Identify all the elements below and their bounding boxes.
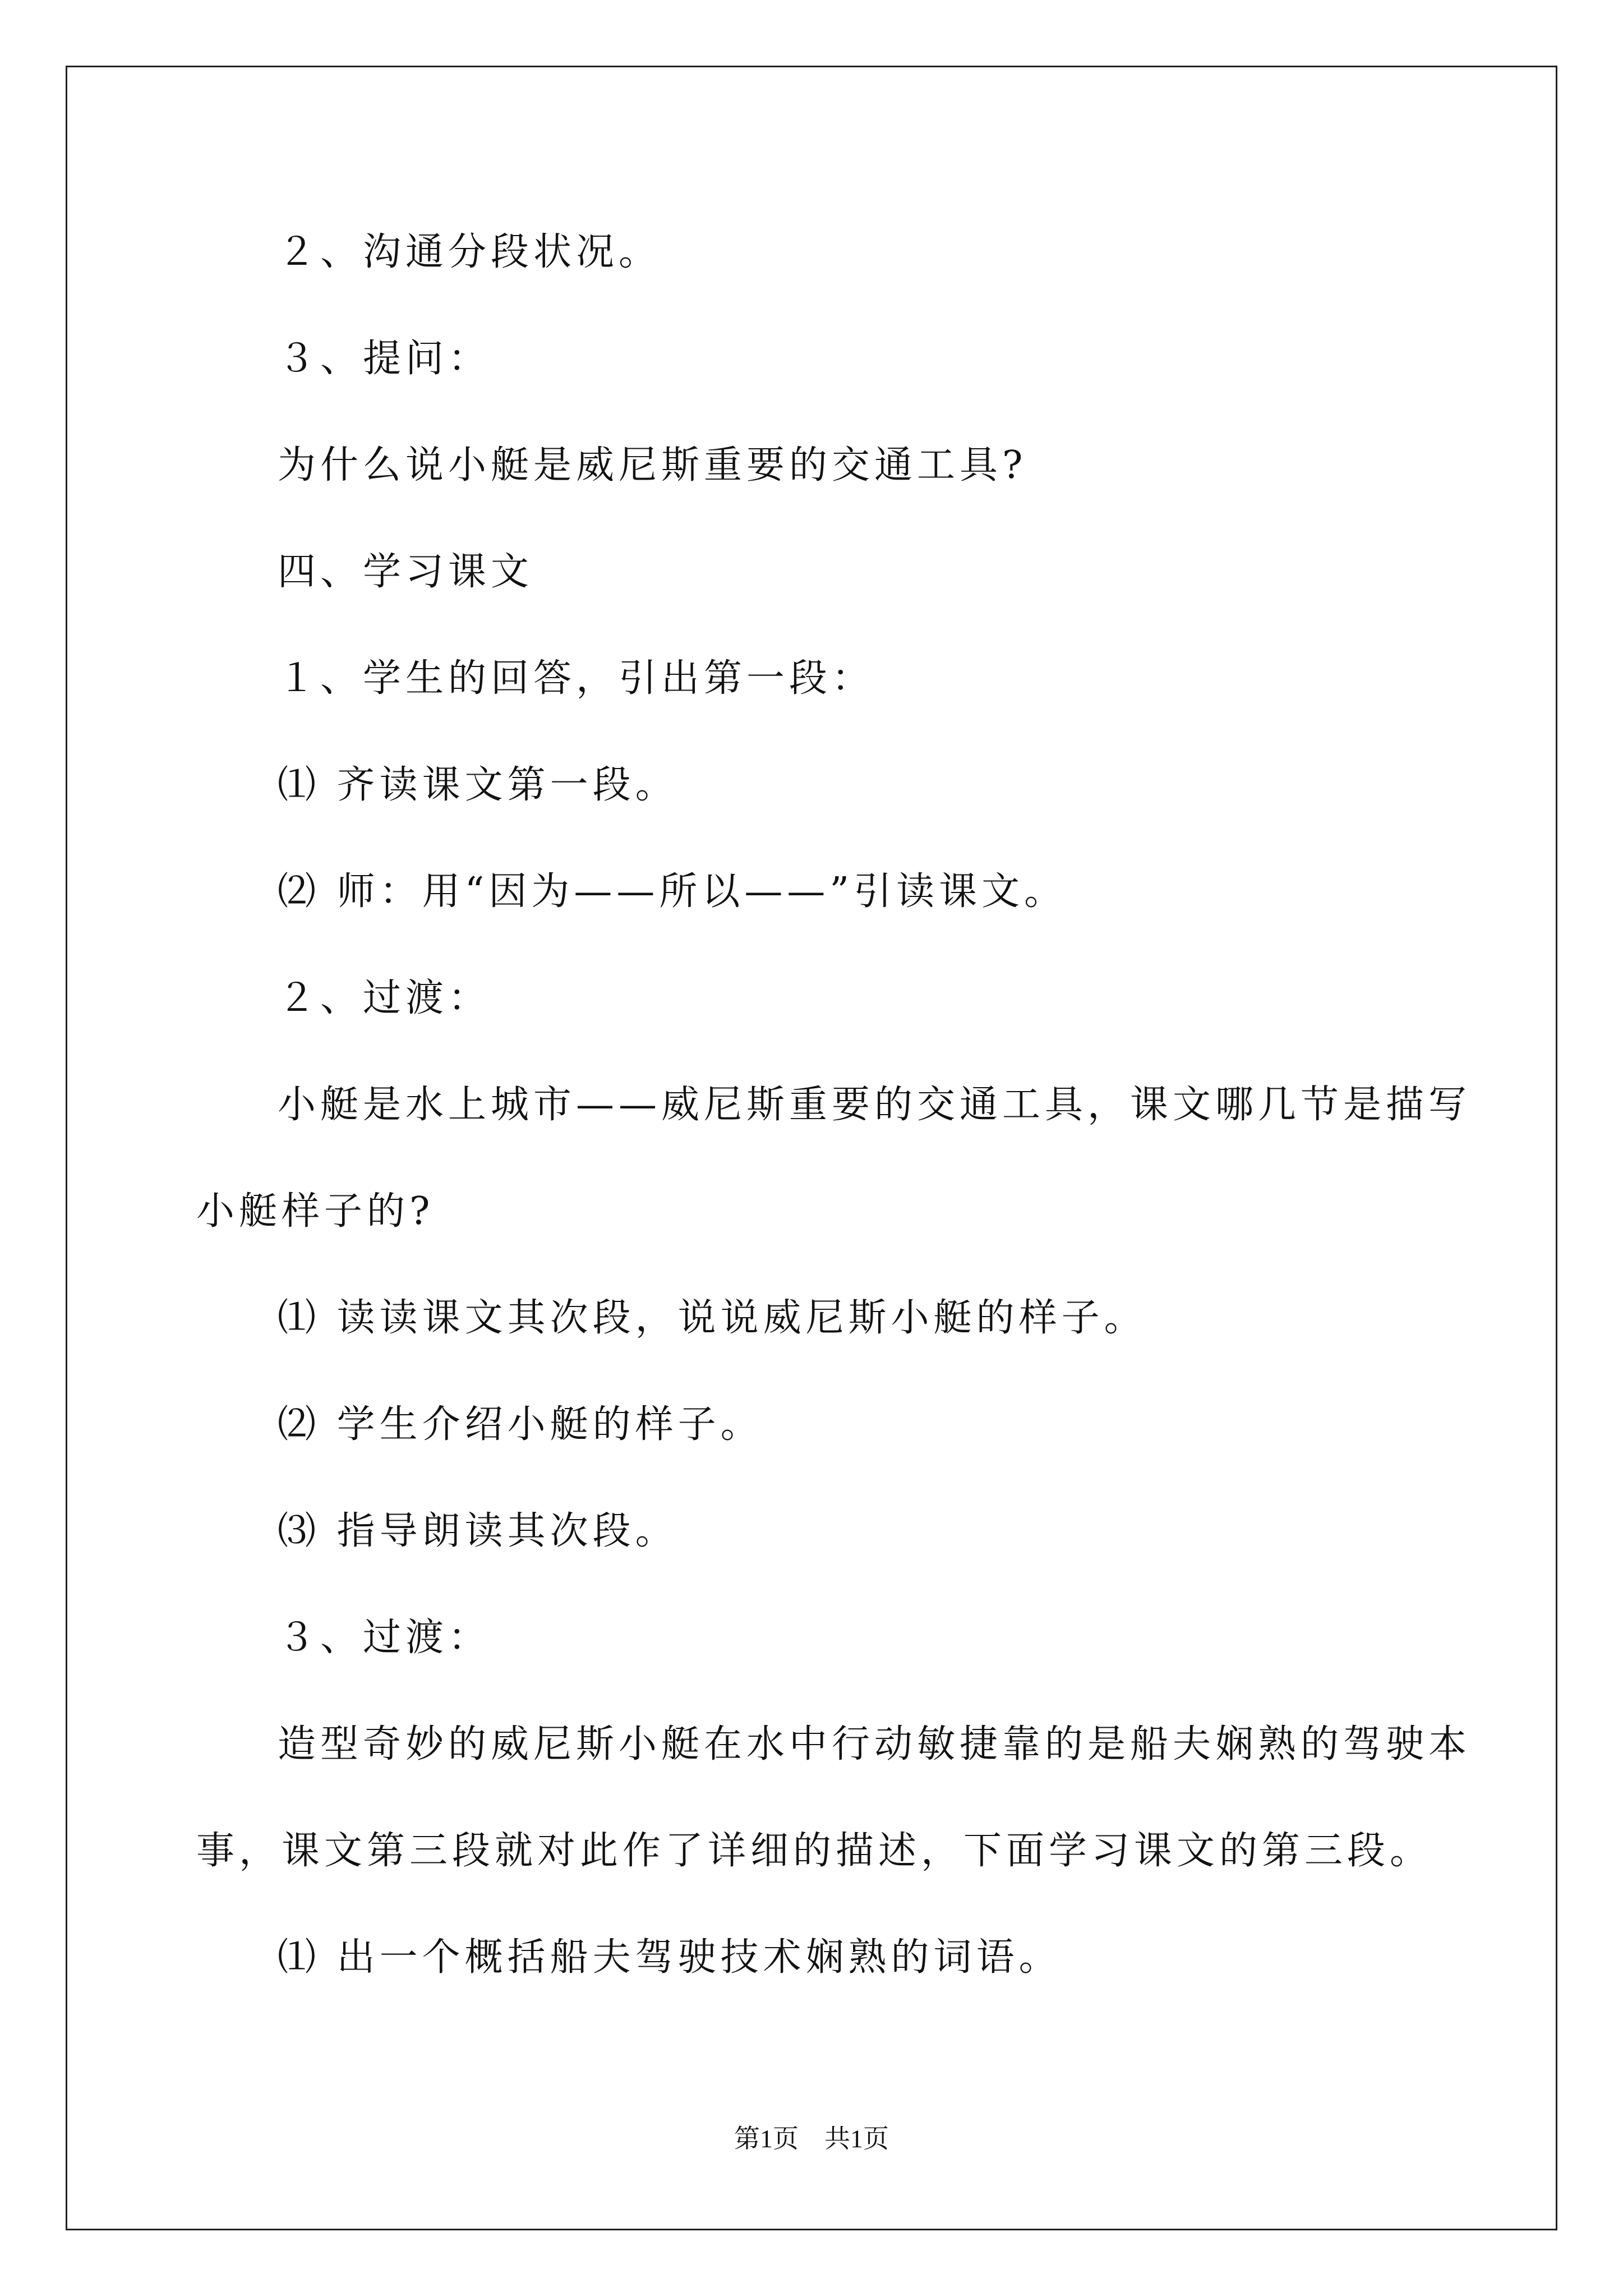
text-line: 四、学习课文 [278, 550, 534, 594]
text-line: ⑶ 指导朗读其次段。 [278, 1509, 678, 1553]
text-line: 事，课文第三段就对此作了详细的描述，下面学习课文的第三段。 [196, 1829, 1433, 1873]
text-line: ３、提问： [278, 337, 491, 381]
text-line: ２、过渡： [278, 976, 491, 1020]
text-line: ⑵ 师：用“因为——所以——”引读课文。 [278, 869, 1067, 914]
text-line: ⑴ 齐读课文第一段。 [278, 763, 678, 807]
text-line: １、学生的回答，引出第一段： [278, 656, 875, 701]
text-line: 为什么说小艇是威尼斯重要的交通工具? [278, 443, 1027, 487]
text-line: 小艇样子的? [196, 1189, 435, 1234]
text-line: ３、过渡： [278, 1616, 491, 1660]
page-border [66, 66, 1557, 2230]
text-line: ⑵ 学生介绍小艇的样子。 [278, 1402, 763, 1447]
text-line: ２、沟通分段状况。 [278, 230, 662, 274]
page-footer: 第1页 共1页 [734, 2124, 889, 2153]
text-line: 小艇是水上城市——威尼斯重要的交通工具，课文哪几节是描写 [278, 1083, 1472, 1127]
text-line: ⑴ 读读课文其次段，说说威尼斯小艇的样子。 [278, 1296, 1147, 1340]
text-line: ⑴ 出一个概括船夫驾驶技术娴熟的词语。 [278, 1935, 1062, 1980]
text-line: 造型奇妙的威尼斯小艇在水中行动敏捷靠的是船夫娴熟的驾驶本 [278, 1722, 1472, 1766]
